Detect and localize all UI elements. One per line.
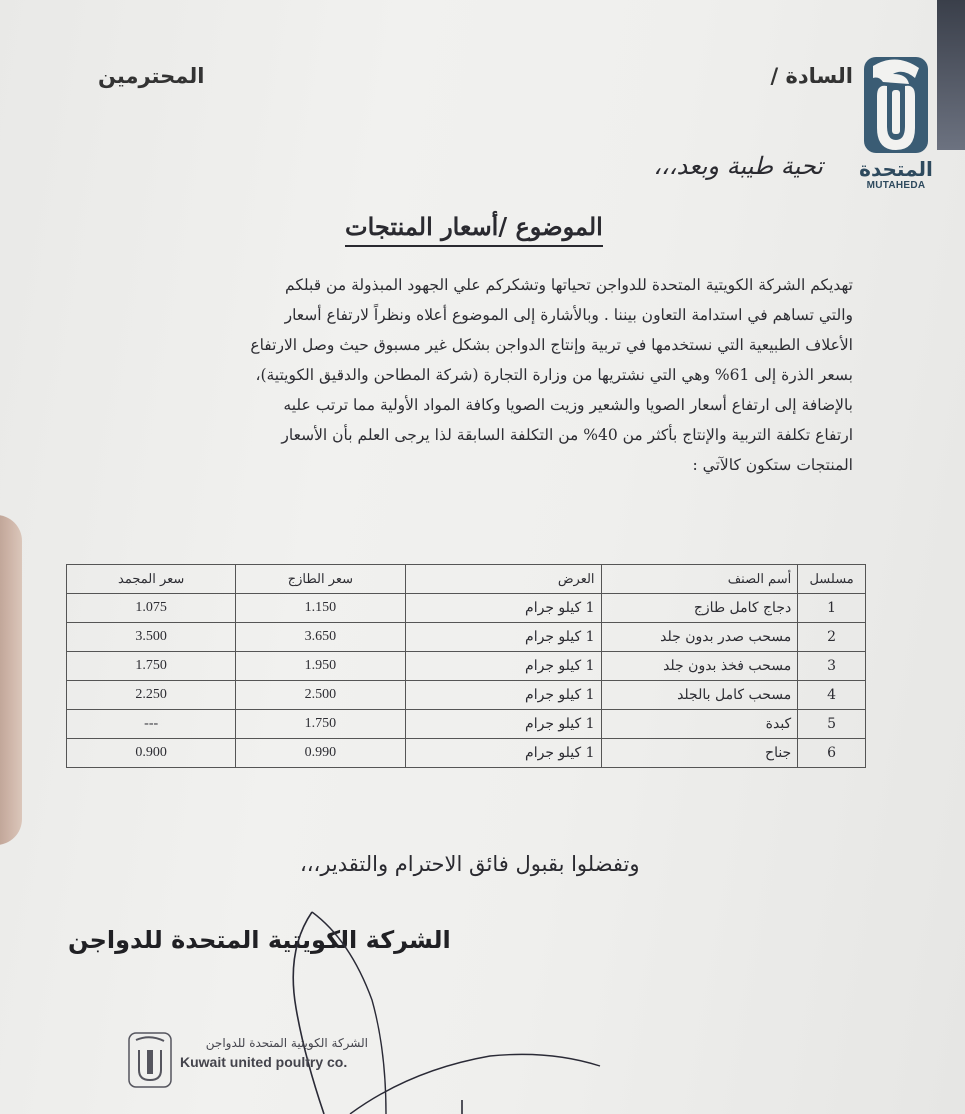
fresh-price-cell: 1.750 [236, 710, 405, 739]
table-header-row [67, 565, 866, 594]
stamp-arabic-text: الشركة الكويتية المتحدة للدواجن [205, 1036, 368, 1050]
item-cell: مسحب فخذ بدون جلد [601, 652, 798, 681]
header-fresh-price: سعر الطازج [236, 565, 405, 594]
frozen-price-cell: 3.500 [67, 623, 236, 652]
table-row [67, 739, 866, 768]
table-row [67, 594, 866, 623]
item-cell: مسحب كامل بالجلد [601, 681, 798, 710]
frozen-price-cell: 2.250 [67, 681, 236, 710]
size-cell: 1 كيلو جرام [405, 739, 601, 768]
size-cell: 1 كيلو جرام [405, 652, 601, 681]
logo-mark-icon [863, 56, 929, 154]
size-cell: 1 كيلو جرام [405, 623, 601, 652]
table-row [67, 681, 866, 710]
body-line: الأعلاف الطبيعية التي نستخدمها في تربية وإنتاج الدواجن بشكل غير مسبوق حيث وصل الارتفاع [250, 336, 853, 354]
greeting: تحية طيبة وبعد،،، [653, 152, 823, 180]
frozen-price-cell: 0.900 [67, 739, 236, 768]
table-row [67, 652, 866, 681]
fresh-price-cell: 0.990 [236, 739, 405, 768]
finger-shadow [0, 515, 22, 845]
letter-body [88, 270, 853, 480]
header-frozen-price: سعر المجمد [67, 565, 236, 594]
size-cell: 1 كيلو جرام [405, 710, 601, 739]
frozen-price-cell: 1.750 [67, 652, 236, 681]
logo-english-name: MUTAHEDA [866, 180, 926, 191]
fresh-price-cell: 2.500 [236, 681, 405, 710]
size-cell: 1 كيلو جرام [405, 681, 601, 710]
item-cell: كبدة [601, 710, 798, 739]
serial-cell: 4 [798, 681, 866, 710]
body-line: ارتفاع تكلفة التربية والإنتاج بأكثر من 40% من التكلفة السابقة لذا يرجى العلم بأن الأسعار [281, 426, 853, 444]
subject-line: الموضوع /أسعار المنتجات [345, 212, 603, 247]
addressee-label: السادة / [770, 64, 853, 88]
header-serial: مسلسل [798, 565, 866, 594]
body-line: والتي تساهم في استدامة التعاون بيننا . وبالأشارة إلى الموضوع أعلاه ونظراً لارتفاع أسعار [284, 306, 853, 324]
company-stamp [128, 1030, 368, 1090]
item-cell: مسحب صدر بدون جلد [601, 623, 798, 652]
fresh-price-cell: 1.150 [236, 594, 405, 623]
serial-cell: 6 [798, 739, 866, 768]
body-line: المنتجات ستكون كالآتي : [692, 456, 853, 474]
item-cell: جناح [601, 739, 798, 768]
closing-salutation: وتفضلوا بقبول فائق الاحترام والتقدير،،، [300, 852, 640, 876]
background-edge [937, 0, 965, 150]
body-line: تهديكم الشركة الكويتية المتحدة للدواجن تحياتها وتشكركم علي الجهود المبذولة من قبلكم [285, 276, 853, 294]
honorific: المحترمين [98, 64, 205, 88]
serial-cell: 3 [798, 652, 866, 681]
fresh-price-cell: 3.650 [236, 623, 405, 652]
body-line: بسعر الذرة إلى 61% وهي التي نشتريها من وزارة التجارة (شركة المطاحن والدقيق الكويتية)، [255, 366, 853, 384]
stamp-english-text: Kuwait united poultry co. [180, 1054, 348, 1070]
header-item: أسم الصنف [601, 565, 798, 594]
stamp-logo-icon [128, 1032, 172, 1088]
company-signature-name: الشركة الكويتية المتحدة للدواجن [68, 926, 451, 954]
serial-cell: 5 [798, 710, 866, 739]
item-cell: دجاج كامل طازج [601, 594, 798, 623]
serial-cell: 1 [798, 594, 866, 623]
logo-arabic-name: المتحدة [859, 157, 933, 181]
company-logo [858, 56, 934, 191]
frozen-price-cell: --- [67, 710, 236, 739]
body-line: بالإضافة إلى ارتفاع أسعار الصويا والشعير وزيت الصويا وكافة المواد الأولية مما ترتب عليه [283, 396, 853, 414]
serial-cell: 2 [798, 623, 866, 652]
price-table [66, 564, 866, 768]
table-row [67, 623, 866, 652]
frozen-price-cell: 1.075 [67, 594, 236, 623]
fresh-price-cell: 1.950 [236, 652, 405, 681]
header-size: العرض [405, 565, 601, 594]
table-row [67, 710, 866, 739]
size-cell: 1 كيلو جرام [405, 594, 601, 623]
